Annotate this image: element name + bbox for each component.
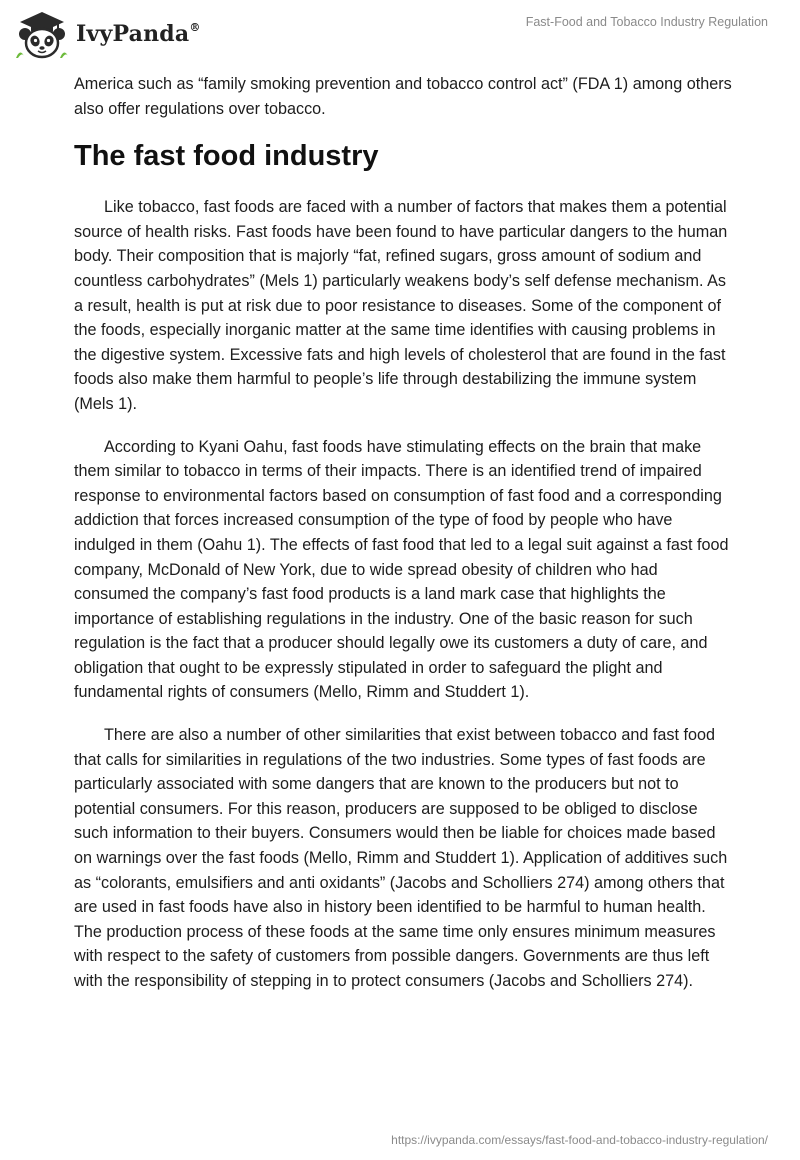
article-body: [74, 72, 734, 1012]
intro-paragraph: America such as “family smoking prevention and tobacco control act” (FDA 1) among others also offer regulations over tobacco.: [74, 75, 732, 118]
section-heading: The fast food industry: [74, 140, 379, 173]
registered-mark: ®: [189, 20, 201, 34]
page-header: [0, 0, 800, 70]
body-paragraph: Like tobacco, fast foods are faced with a number of factors that makes them a potential source of health risks. Fast foods have been found to have particular dangers to the human body. Their composition that is majorly “fat, refined sugars, gross amount of sodium and countless carbohydrates” (Mels 1) particularly weakens body’s self defense mechanism. As a result, health is put at risk due to poor resistance to diseases. Some of the component of the foods, especially inorganic matter at the same time identifies with causing problems in the digestive system. Excessive fats and high levels of cholesterol that are found in the fast foods also make them harmful to people’s life through destabilizing the immune system (Mels 1).: [74, 198, 728, 413]
brand-name: IvyPanda®: [76, 20, 201, 47]
body-paragraph: There are also a number of other similarities that exist between tobacco and fast food that calls for similarities in regulations of the two industries. Some types of fast foods are particularly associated with some dangers that are known to the producers but not to potential consumers. For this reason, producers are supposed to be obliged to disclose such information to their buyers. Consumers would then be liable for choices made based on warnings over the fast foods (Mello, Rimm and Studdert 1). Application of additives such as “colorants, emulsifiers and anti oxidants” (Jacobs and Scholliers 274) among others that are used in fast foods have also in history been identified to be harmful to human health. The production process of these foods at the same time only ensures minimum measures with respect to the safety of customers from possible dangers. Governments are thus left with the responsibility of stepping in to protect consumers (Jacobs and Scholliers 274).: [74, 726, 728, 990]
body-paragraph: According to Kyani Oahu, fast foods have stimulating effects on the brain that make them similar to tobacco in terms of their impacts. There is an identified trend of impaired response to environmental factors based on consumption of fast food and a corresponding addiction that forces increased consumption of the type of food by people who have indulged in them (Oahu 1). The effects of fast food that led to a legal suit against a fast food company, McDonald of New York, due to wide spread obesity of children who had consumed the company’s fast food products is a land mark case that highlights the importance of establishing regulations in the industry. One of the basic reason for such regulation is the fact that a producer should legally owe its customers a duty of care, and obligation that ought to be expressly stipulated in order to safeguard the plight and fundamental rights of consumers (Mello, Rimm and Studdert 1).: [74, 437, 729, 702]
panda-graduate-icon: [14, 8, 70, 60]
brand-logo[interactable]: [14, 8, 201, 60]
source-url-link[interactable]: https://ivypanda.com/essays/fast-food-and-tobacco-industry-regulation/: [391, 1133, 768, 1147]
document-title: Fast-Food and Tobacco Industry Regulation: [525, 15, 768, 29]
